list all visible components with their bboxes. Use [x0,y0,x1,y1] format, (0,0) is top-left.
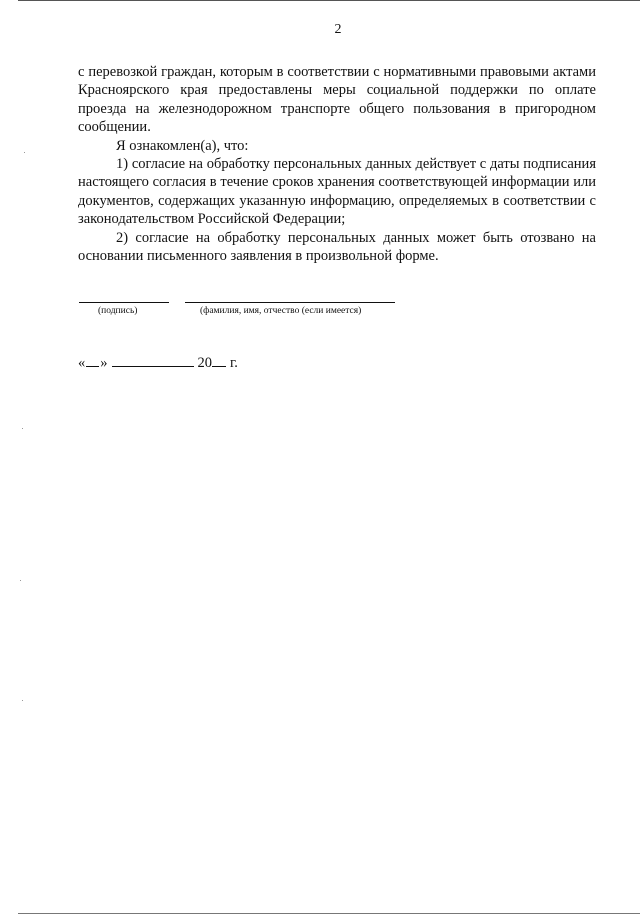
paragraph-consent-duration: 1) согласие на обработку персональных данных действует с даты подписания настоящего согласия в течение сроков хранения соответствующей информации или документов, содержащих указанную информацию, определяемых в соответствии с законодательством Российской Федерации; [78,156,596,228]
paragraph-consent-withdrawal: 2) согласие на обработку персональных данных может быть отозвано на основании письменного заявления в произвольной форме. [78,229,596,265]
date-year-suffix: г. [230,355,238,371]
full-name-line[interactable] [185,302,395,303]
paragraph-transport: с перевозкой граждан, которым в соответствии с нормативными правовыми актами Красноярского края предоставлены меры социальной поддержки по оплате проезда на железнодорожном транспорте общего пользования в пригородном сообщении. [78,64,596,136]
date-month-blank[interactable] [112,354,194,367]
page-border-bottom [18,913,640,914]
full-name-caption: (фамилия, имя, отчество (если имеется) [200,306,362,316]
date-year-blank[interactable] [212,354,226,367]
date-year-prefix: 20 [197,355,212,371]
paragraph-acknowledgement: Я ознакомлен(а), что: [116,137,249,154]
scan-speck [24,152,25,153]
date-open-quote: « [78,355,86,371]
page-border-top [18,0,640,1]
page-number: 2 [334,22,342,37]
date-close-quote: » [100,355,108,371]
signature-caption: (подпись) [98,306,138,316]
document-body [78,63,596,265]
scan-speck [22,700,23,701]
signature-line[interactable] [79,302,169,303]
date-line [78,354,238,372]
date-day-blank[interactable] [86,354,99,367]
scan-speck [20,580,21,581]
scan-speck [22,428,23,429]
